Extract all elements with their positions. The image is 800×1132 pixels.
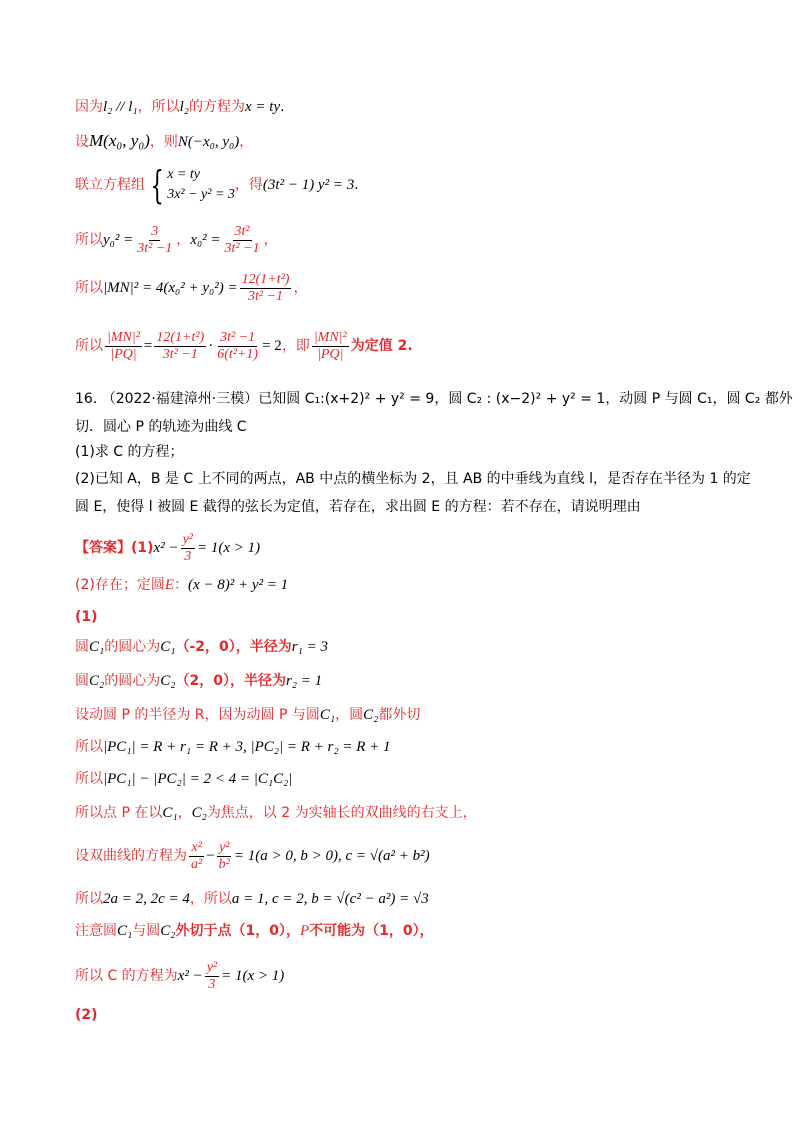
answer-line2: (2)存在；定圆E：(x − 8)² + y² = 1 — [75, 577, 289, 593]
solution-c-equation: 所以 C 的方程为x² − $\frac{\text{y²}}{3}$ = 1(x > 1) — [75, 959, 285, 992]
answer-line1: 【答案】(1)x² − $\frac{\text{y²}}{3}$ = 1(x > 1) — [75, 531, 261, 564]
fraction: $\frac{\text{|MN|²}}{|PQ|}$ — [313, 329, 347, 362]
fraction: $\frac{\text{y²}}{3}$ — [206, 959, 218, 992]
solution-line-constant: 所以 $\frac{\text{|MN|²}}{|PQ|}$ = $\frac{\text{12(1+t²)}}{\text{3t² −1}}$ · $\frac{\text{3t² −1}}{\text{6(t²+1)}}$ = 2，即 $\frac{\text{|MN|²}}{|PQ|}$ 为定值 2. — [75, 329, 413, 362]
question-16-part1: (1)求 C 的方程； — [75, 444, 184, 460]
fraction: $\frac{\text{x²}}{\text{a²}}$ — [191, 839, 203, 872]
solution-set-radius: 设动圆 P 的半径为 R，因为动圆 P 与圆C₁，圆C₂都外切 — [75, 707, 421, 723]
fraction: $\frac{\text{3t²}}{\text{3t² −1}}$ — [224, 223, 260, 256]
solution-line-mn-squared: 所以|MN|² = 4(x₀² + y₀²) = $\frac{\text{12(1+t²)}}{\text{3t² −1}}$ ， — [75, 271, 308, 304]
solution-line-system: 联立方程组 { x = ty 3x² − y² = 3 ，得(3t² − 1) y² = 3. — [75, 163, 359, 207]
fraction: $\frac{\text{12(1+t²)}}{\text{3t² −1}}$ — [241, 271, 290, 304]
question-16-line2: 切．圆心 P 的轨迹为曲线 C — [75, 419, 247, 435]
solution-line-set-points: 设M(x₀, y₀)，则N(−x₀, y₀)， — [75, 131, 254, 150]
fraction: $\frac{\text{y²}}{3}$ — [182, 531, 193, 564]
solution-c2-center: 圆C₂的圆心为C₂（2，0），半径为r₂ = 1 — [75, 673, 323, 689]
question-16-line1: 16. （2022·福建漳州·三模）已知圆 C₁:(x+2)² + y² = 9，圆 C₂ : (x−2)² + y² = 1，动圆 P 与圆 C₁，圆 C₂ 都外 — [75, 391, 793, 407]
solution-values-abc: 所以2a = 2, 2c = 4，所以a = 1, c = 2, b = √(c² − a²) = √3 — [75, 891, 429, 907]
fraction: $\frac{\text{y²}}{\text{b²}}$ — [218, 839, 230, 872]
solution-part2-label: (2) — [75, 1007, 98, 1023]
solution-difference: 所以|PC₁| − |PC₂| = 2 < 4 = |C₁C₂| — [75, 771, 293, 787]
question-16-part2-line1: (2)已知 A，B 是 C 上不同的两点，AB 中点的横坐标为 2，且 AB 的中垂线为直线 l，是否存在半径为 1 的定 — [75, 471, 751, 487]
fraction: $\frac{\text{|MN|²}}{|PQ|}$ — [107, 329, 140, 362]
solution-line-parallel: 因为l₂ // l₁，所以l₂的方程为x = ty. — [75, 99, 285, 115]
solution-hyperbola-equation: 设双曲线的方程为 $\frac{\text{x²}}{\text{a²}}$ − $\frac{\text{y²}}{\text{b²}}$ = 1(a > 0, b > 0), c = √(a² + b²) — [75, 839, 430, 872]
equation-system: { x = ty 3x² − y² = 3 — [150, 163, 235, 207]
fraction: $\frac{\text{3t² −1}}{\text{6(t²+1)}}$ — [217, 329, 259, 362]
fraction: $\frac{3}{\text{3t² −1}}$ — [137, 223, 173, 256]
solution-line-squares: 所以y₀² = $\frac{3}{\text{3t² −1}}$ ，x₀² = $\frac{\text{3t²}}{\text{3t² −1}}$ ， — [75, 223, 278, 256]
fraction: $\frac{\text{12(1+t²)}}{\text{3t² −1}}$ — [156, 329, 205, 362]
solution-part1-label: (1) — [75, 609, 98, 625]
solution-hyperbola-branch: 所以点 P 在以C₁，C₂为焦点，以 2 为实轴长的双曲线的右支上， — [75, 805, 477, 821]
solution-tangent-point: 注意圆C₁与圆C₂外切于点（1，0），P不可能为（1，0）， — [75, 923, 434, 939]
solution-c1-center: 圆C₁的圆心为C₁（-2，0），半径为r₁ = 3 — [75, 639, 328, 655]
solution-distances: 所以|PC₁| = R + r₁ = R + 3, |PC₂| = R + r₂ = R + 1 — [75, 739, 391, 755]
question-16-part2-line2: 圆 E，使得 l 被圆 E 截得的弦长为定值，若存在，求出圆 E 的方程：若不存在，请说明理由 — [75, 499, 641, 515]
